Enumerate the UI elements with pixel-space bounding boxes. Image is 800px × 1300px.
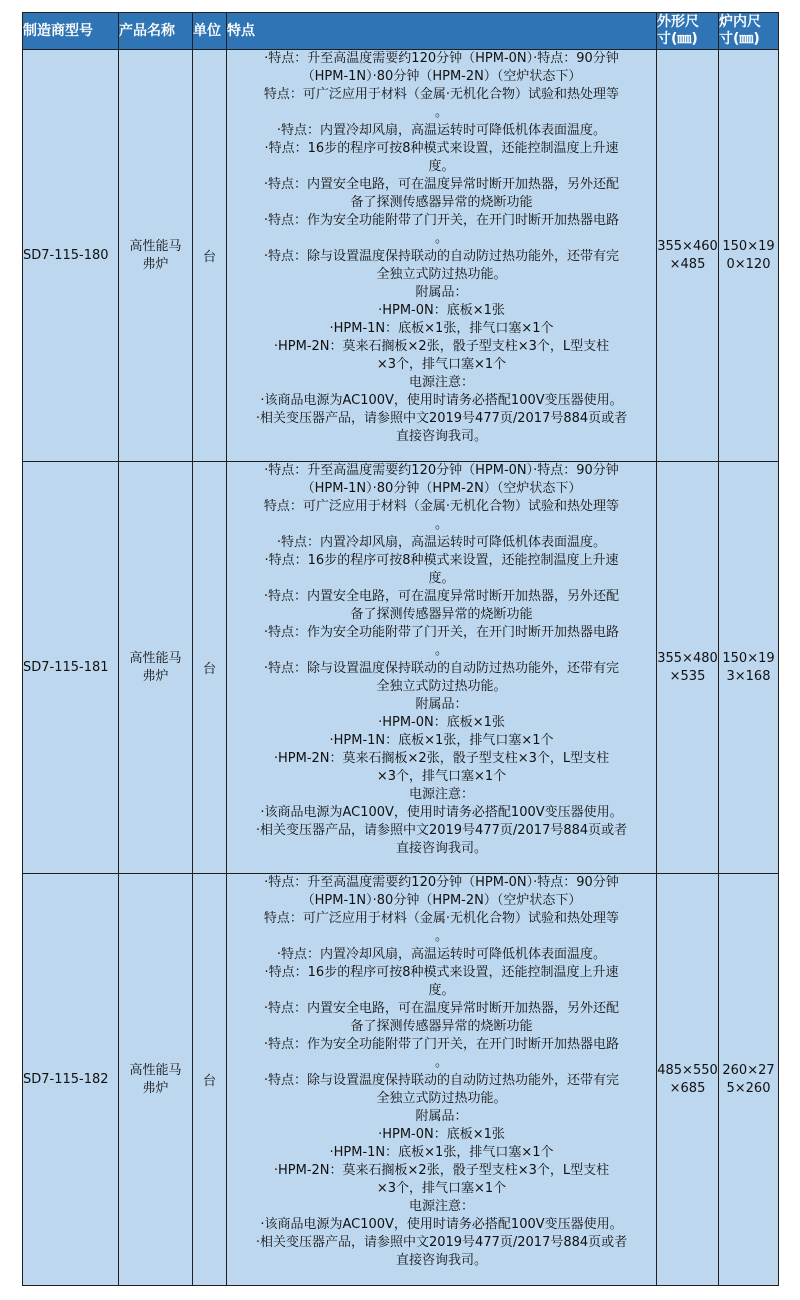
feature-line: ·特点：除与设置温度保持联动的自动防过热功能外，还带有完 <box>263 249 620 264</box>
feature-line: 直接咨询我司。 <box>395 429 487 444</box>
feature-line: 全独立式防过热功能。 <box>376 1091 507 1106</box>
feature-line: 直接咨询我司。 <box>395 841 487 856</box>
feature-line: ·特点：升至高温度需要约120分钟（HPM-0N）·特点：90分钟 <box>264 463 619 478</box>
feature-line: 。 <box>434 105 448 120</box>
feature-line: ·特点：内置冷却风扇，高温运转时可降低机体表面温度。 <box>276 123 607 138</box>
table-row <box>23 874 779 1286</box>
feature-line: ·该商品电源为AC100V，使用时请务必搭配100V变压器使用。 <box>260 805 623 820</box>
cell-model: SD7-115-180 <box>23 50 119 462</box>
table-header-row <box>23 13 779 50</box>
header-outer-size-line2: 寸(㎜) <box>657 31 698 47</box>
feature-line: （HPM-1N）·80分钟（HPM-2N）（空炉状态下） <box>301 893 582 908</box>
feature-line: 度。 <box>428 159 455 174</box>
feature-line: 特点：可广泛应用于材料（金属·无机化合物）试验和热处理等 <box>263 911 620 926</box>
table-row <box>23 462 779 874</box>
feature-line: ·HPM-1N：底板×1张，排气口塞×1个 <box>329 733 554 748</box>
feature-line: ·特点：作为安全功能附带了门开关，在开门时断开加热器电路 <box>263 625 620 640</box>
feature-line: （HPM-1N）·80分钟（HPM-2N）（空炉状态下） <box>301 69 582 84</box>
cell-outer-size: 485×550×685 <box>657 874 719 1286</box>
feature-line: ·HPM-0N：底板×1张 <box>378 715 505 730</box>
cell-name-line2: 弗炉 <box>142 668 169 684</box>
header-inner-size-line2: 寸(㎜) <box>719 31 760 47</box>
feature-line: 度。 <box>428 571 455 586</box>
feature-line: ·特点：升至高温度需要约120分钟（HPM-0N）·特点：90分钟 <box>264 51 619 66</box>
feature-line: 。 <box>434 231 448 246</box>
header-outer-size-line1: 外形尺 <box>657 14 699 30</box>
feature-line: 。 <box>434 643 448 658</box>
header-name: 产品名称 <box>119 13 193 50</box>
feature-line: ×3个，排气口塞×1个 <box>376 357 507 372</box>
table-row <box>23 50 779 462</box>
feature-line: ·特点：内置安全电路，可在温度异常时断开加热器，另外还配 <box>263 589 620 604</box>
feature-line: ·特点：16步的程序可按8种模式来设置，还能控制温度上升速 <box>264 965 619 980</box>
cell-model: SD7-115-181 <box>23 462 119 874</box>
cell-unit: 台 <box>193 874 227 1286</box>
cell-outer-size: 355×480×535 <box>657 462 719 874</box>
cell-outer-size: 355×460×485 <box>657 50 719 462</box>
feature-line: ·特点：内置冷却风扇，高温运转时可降低机体表面温度。 <box>276 947 607 962</box>
header-outer-size <box>657 13 719 50</box>
feature-line: 备了探测传感器异常的烧断功能 <box>350 607 533 622</box>
feature-line: ·该商品电源为AC100V，使用时请务必搭配100V变压器使用。 <box>260 1217 623 1232</box>
cell-name-line1: 高性能马 <box>129 1062 182 1078</box>
cell-unit: 台 <box>193 462 227 874</box>
feature-line: 度。 <box>428 983 455 998</box>
feature-line: 全独立式防过热功能。 <box>376 267 507 282</box>
feature-line: 电源注意： <box>408 787 474 802</box>
feature-line: 附属品： <box>415 285 468 300</box>
feature-line: ·特点：除与设置温度保持联动的自动防过热功能外，还带有完 <box>263 1073 620 1088</box>
feature-line: ·HPM-2N：莫来石搁板×2张，骰子型支柱×3个，L型支柱 <box>273 339 610 354</box>
cell-name <box>119 50 193 462</box>
header-inner-size <box>719 13 779 50</box>
feature-line: ×3个，排气口塞×1个 <box>376 769 507 784</box>
cell-features <box>227 874 657 1286</box>
cell-name <box>119 874 193 1286</box>
feature-line: ×3个，排气口塞×1个 <box>376 1181 507 1196</box>
cell-name-line1: 高性能马 <box>129 238 182 254</box>
feature-line: （HPM-1N）·80分钟（HPM-2N）（空炉状态下） <box>301 481 582 496</box>
feature-line: ·HPM-2N：莫来石搁板×2张，骰子型支柱×3个，L型支柱 <box>273 1163 610 1178</box>
cell-name <box>119 462 193 874</box>
header-model: 制造商型号 <box>23 13 119 50</box>
feature-line: 备了探测传感器异常的烧断功能 <box>350 195 533 210</box>
header-features: 特点 <box>227 13 657 50</box>
feature-line: ·特点：内置安全电路，可在温度异常时断开加热器，另外还配 <box>263 177 620 192</box>
feature-line: ·特点：16步的程序可按8种模式来设置，还能控制温度上升速 <box>264 141 619 156</box>
feature-line: ·相关变压器产品，请参照中文2019号477页/2017号884页或者 <box>255 411 628 426</box>
product-spec-table <box>22 12 779 1286</box>
feature-line: ·相关变压器产品，请参照中文2019号477页/2017号884页或者 <box>255 1235 628 1250</box>
feature-line: ·HPM-0N：底板×1张 <box>378 1127 505 1142</box>
feature-line: ·特点：升至高温度需要约120分钟（HPM-0N）·特点：90分钟 <box>264 875 619 890</box>
feature-line: ·特点：内置冷却风扇，高温运转时可降低机体表面温度。 <box>276 535 607 550</box>
feature-line: 特点：可广泛应用于材料（金属·无机化合物）试验和热处理等 <box>263 87 620 102</box>
cell-features <box>227 462 657 874</box>
cell-model: SD7-115-182 <box>23 874 119 1286</box>
feature-line: ·HPM-1N：底板×1张，排气口塞×1个 <box>329 1145 554 1160</box>
feature-line: ·HPM-0N：底板×1张 <box>378 303 505 318</box>
feature-line: ·特点：作为安全功能附带了门开关，在开门时断开加热器电路 <box>263 213 620 228</box>
header-inner-size-line1: 炉内尺 <box>719 14 761 30</box>
cell-inner-size: 150×190×120 <box>719 50 779 462</box>
feature-line: 附属品： <box>415 697 468 712</box>
feature-line: ·该商品电源为AC100V，使用时请务必搭配100V变压器使用。 <box>260 393 623 408</box>
feature-line: 。 <box>434 1055 448 1070</box>
feature-line: ·特点：16步的程序可按8种模式来设置，还能控制温度上升速 <box>264 553 619 568</box>
feature-line: 。 <box>434 929 448 944</box>
feature-line: ·特点：作为安全功能附带了门开关，在开门时断开加热器电路 <box>263 1037 620 1052</box>
feature-line: 。 <box>434 517 448 532</box>
cell-name-line1: 高性能马 <box>129 650 182 666</box>
feature-line: 特点：可广泛应用于材料（金属·无机化合物）试验和热处理等 <box>263 499 620 514</box>
feature-line: ·HPM-1N：底板×1张，排气口塞×1个 <box>329 321 554 336</box>
cell-inner-size: 150×193×168 <box>719 462 779 874</box>
feature-line: 电源注意： <box>408 375 474 390</box>
feature-line: ·HPM-2N：莫来石搁板×2张，骰子型支柱×3个，L型支柱 <box>273 751 610 766</box>
feature-line: 备了探测传感器异常的烧断功能 <box>350 1019 533 1034</box>
cell-name-line2: 弗炉 <box>142 256 169 272</box>
feature-line: ·特点：除与设置温度保持联动的自动防过热功能外，还带有完 <box>263 661 620 676</box>
header-unit: 单位 <box>193 13 227 50</box>
feature-line: 全独立式防过热功能。 <box>376 679 507 694</box>
cell-name-line2: 弗炉 <box>142 1080 169 1096</box>
cell-features <box>227 50 657 462</box>
cell-unit: 台 <box>193 50 227 462</box>
feature-line: 直接咨询我司。 <box>395 1253 487 1268</box>
feature-line: 附属品： <box>415 1109 468 1124</box>
cell-inner-size: 260×275×260 <box>719 874 779 1286</box>
feature-line: ·特点：内置安全电路，可在温度异常时断开加热器，另外还配 <box>263 1001 620 1016</box>
feature-line: 电源注意： <box>408 1199 474 1214</box>
feature-line: ·相关变压器产品，请参照中文2019号477页/2017号884页或者 <box>255 823 628 838</box>
